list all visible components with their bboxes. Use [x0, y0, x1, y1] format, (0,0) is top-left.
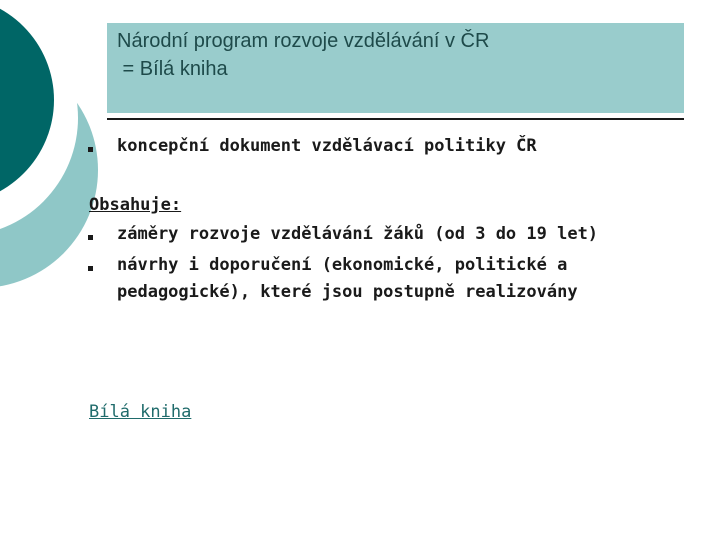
bila-kniha-link[interactable]: Bílá kniha	[89, 402, 192, 422]
bullet-marker	[88, 235, 93, 240]
slide-title	[117, 27, 489, 83]
title-line-2: = Bílá kniha	[117, 58, 228, 80]
bullet-item-goals: záměry rozvoje vzdělávání žáků (od 3 do 19 let)	[117, 224, 599, 244]
bullet-marker	[88, 147, 93, 152]
bullet-item-proposals-line2: pedagogické), které jsou postupně realizovány	[117, 282, 578, 302]
bullet-marker	[88, 266, 93, 271]
bullet-item-proposals-line1: návrhy i doporučení (ekonomické, politické a	[117, 255, 568, 275]
title-line-1: Národní program rozvoje vzdělávání v ČR	[117, 30, 490, 52]
title-underline	[107, 118, 684, 120]
title-box	[107, 23, 684, 113]
decorative-circles	[0, 0, 110, 290]
bullet-item-concept: koncepční dokument vzdělávací politiky ČR	[117, 136, 537, 156]
contains-heading: Obsahuje:	[89, 195, 182, 215]
